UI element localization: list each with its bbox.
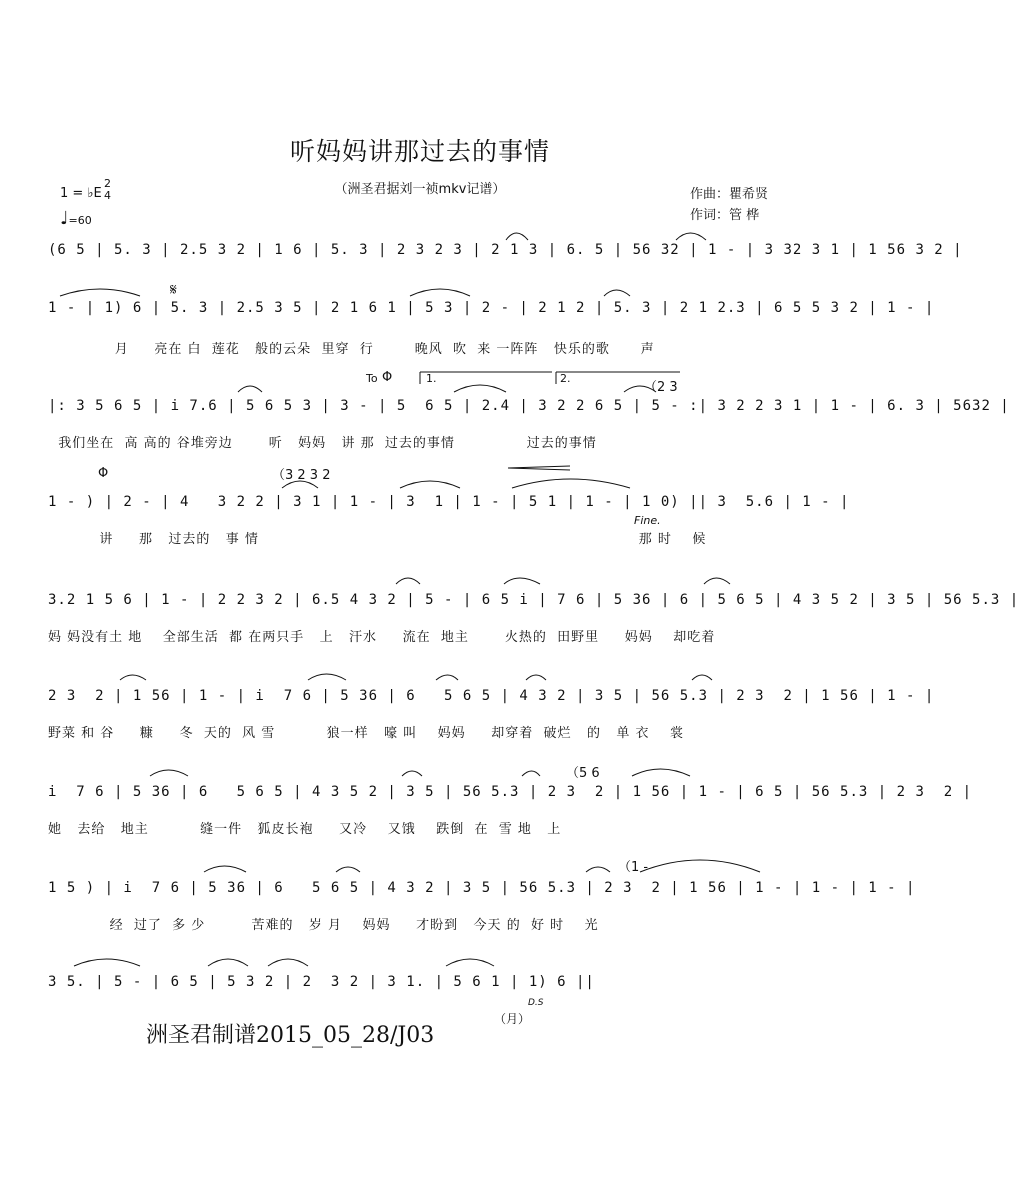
lyrics-line-6: 野菜 和 谷 糠 冬 天的 风 雪 狼一样 嚎 叫 妈妈 却穿着 破烂 的 单 衣 裳 [48, 726, 685, 741]
notation-line-4 [48, 494, 850, 518]
lyrics-line-8: 经 过了 多 少 苦难的 岁 月 妈妈 才盼到 今天 的 好 时 光 [48, 918, 599, 933]
time-signature [104, 178, 111, 202]
volta-2: 2. [560, 372, 571, 385]
segno-mark: 𝄋 [170, 280, 177, 299]
intro-annotation: （5 6 [566, 766, 600, 781]
notation-line-5 [48, 592, 1019, 616]
lyrics-line-3: 我们坐在 高 高的 谷堆旁边 听 妈妈 讲 那 过去的事情 过去的事情 [48, 436, 597, 451]
notation-line-2 [48, 300, 935, 324]
footer-credit: 洲圣君制谱2015_05_28/J03 [146, 1023, 435, 1048]
intro-annotation: （1 - [618, 860, 649, 875]
notes: 1 - | 1) 6 | 5. 3 | 2.5 3 5 | 2 1 6 1 | 5 3 | 2 - | 2 1 2 | 5. 3 | 2 1 2.3 | 6 5 5 3 2 | 1 - | [48, 300, 935, 316]
key-signature: 1 = ♭E [60, 186, 102, 201]
volta-1: 1. [426, 372, 437, 385]
quarter-note-icon: ♩ [60, 208, 69, 229]
intro-annotation: （2 3 [644, 380, 678, 395]
notes: 1 - ) | 2 - | 4 3 2 2 | 3 1 | 1 - | 3 1 | 1 - | 5 1 | 1 - | 1 0) || 3 5.6 | 1 - | [48, 494, 850, 510]
lyrics-line-7: 她 去给 地主 缝一件 狐皮长袍 又冷 又饿 跌倒 在 雪 地 上 [48, 822, 562, 837]
credits [690, 184, 768, 226]
notation-line-7 [48, 784, 973, 808]
fine-mark: Fine. [634, 514, 661, 527]
notation-line-6 [48, 688, 935, 712]
tempo-marking [60, 208, 92, 229]
intro-annotation: （3 2 3 2 [272, 468, 331, 483]
notes: (6 5 | 5. 3 | 2.5 3 2 | 1 6 | 5. 3 | 2 3 2 3 | 2 1 3 | 6. 5 | 56 32 | 1 - | 3 32 3 1 | 1 56 3 2 | [48, 242, 963, 258]
composer: 作曲：瞿希贤 [690, 187, 769, 202]
notes: |: 3 5 6 5 | i 7.6 | 5 6 5 3 | 3 - | 5 6 5 | 2.4 | 3 2 2 6 5 | 5 - :| 3 2 2 3 1 | 1 - | 6. 3 | 5632 | [48, 398, 1010, 414]
to-coda-label: To [366, 372, 378, 385]
page-title: 听妈妈讲那过去的事情 [289, 137, 550, 166]
notation-line-8 [48, 880, 916, 904]
lyrics-line-5: 妈 妈没有土 地 全部生活 都 在两只手 上 汗水 流在 地主 火热的 田野里 妈妈 却吃着 [48, 630, 716, 645]
ending-parenthetical: （月） [494, 1012, 531, 1026]
lyricist: 作词：管 桦 [690, 208, 760, 223]
lyrics-line-2: 月 亮在 白 莲花 般的云朵 里穿 行 晚风 吹 来 一阵阵 快乐的歌 声 [48, 342, 655, 357]
ds-mark: D.S [528, 998, 544, 1008]
meter-top: 2 [104, 177, 111, 190]
tempo-value: =60 [68, 214, 92, 227]
notes: 3.2 1 5 6 | 1 - | 2 2 3 2 | 6.5 4 3 2 | 5 - | 6 5 i | 7 6 | 5 36 | 6 | 5 6 5 | 4 3 5 2 | 3 5 | 56 5.3 | [48, 592, 1019, 608]
notes: i 7 6 | 5 36 | 6 5 6 5 | 4 3 5 2 | 3 5 | 56 5.3 | 2 3 2 | 1 56 | 1 - | 6 5 | 56 5.3 | 2 3 2 | [48, 784, 973, 800]
notation-line-1 [48, 242, 963, 266]
notation-line-9 [48, 974, 788, 998]
coda-icon: Φ [98, 466, 109, 481]
notes: 3 5. | 5 - | 6 5 | 5 3 2 | 2 3 2 | 3 1. | 5 6 1 | 1) 6 || [48, 974, 595, 990]
meter-bottom: 4 [104, 189, 111, 202]
coda-icon: Φ [382, 370, 393, 385]
notation-line-3 [48, 398, 1010, 422]
notes: 2 3 2 | 1 56 | 1 - | i 7 6 | 5 36 | 6 5 6 5 | 4 3 2 | 3 5 | 56 5.3 | 2 3 2 | 1 56 | 1 - | [48, 688, 935, 704]
lyrics-line-4: 讲 那 过去的 事 情 那 时 候 [48, 532, 707, 547]
subtitle: （洲圣君据刘一祯mkv记谱） [334, 182, 506, 197]
notes: 1 5 ) | i 7 6 | 5 36 | 6 5 6 5 | 4 3 2 | 3 5 | 56 5.3 | 2 3 2 | 1 56 | 1 - | 1 - | 1 - | [48, 880, 916, 896]
